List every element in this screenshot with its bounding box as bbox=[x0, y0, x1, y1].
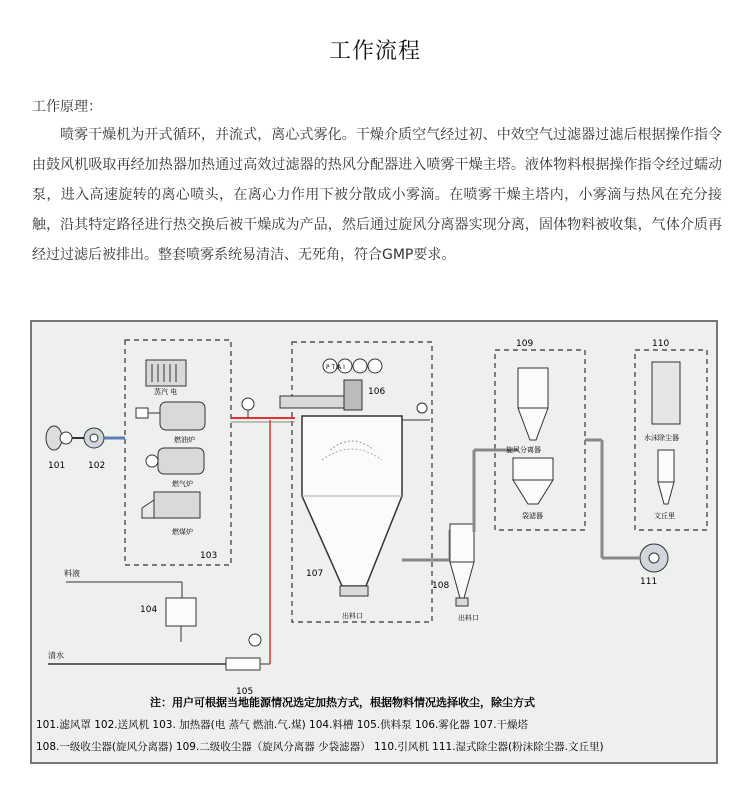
temp-gauge-icon bbox=[242, 398, 254, 410]
svg-text:清水: 清水 bbox=[48, 651, 64, 660]
atomizer-106 bbox=[344, 380, 362, 410]
air-distributor bbox=[280, 396, 350, 408]
principle-paragraph: 喷雾干燥机为开式循环，并流式，离心式雾化。干燥介质空气经过初、中效空气过滤器过滤后根据操作指令由鼓风机吸取再经加热器加热通过高效过滤器的热风分配器进入喷雾干燥主塔。液体物料根据操作指令经过蠕动泵，进入高速旋转的离心喷头，在离心力作用下被分散成小雾滴。在喷雾干燥主塔内，小雾滴与热风在充分接触，沿其特定路径进行热交换后被干燥成为产品，然后通过旋风分离器实现分离，固体物料被收集，气体介质再经过过滤后被排出。整套喷雾系统易清洁、无死角，符合GMP要求。 bbox=[32, 127, 722, 263]
svg-text:蒸汽 电: 蒸汽 电 bbox=[154, 388, 178, 396]
svg-text:102: 102 bbox=[88, 461, 106, 471]
svg-text:燃气炉: 燃气炉 bbox=[172, 480, 193, 488]
svg-text:109: 109 bbox=[516, 339, 534, 349]
svg-text:111: 111 bbox=[640, 577, 658, 587]
svg-text:袋滤器: 袋滤器 bbox=[522, 512, 543, 520]
page-title: 工作流程 bbox=[328, 39, 421, 64]
svg-text:出料口: 出料口 bbox=[458, 614, 479, 622]
svg-text:P T A I: P T A I bbox=[326, 364, 345, 371]
diagram-note: 注：用户可根据当地能源情况选定加热方式，根据物料情况选择收尘，除尘方式 bbox=[150, 696, 535, 709]
svg-text:燃煤炉: 燃煤炉 bbox=[172, 528, 193, 536]
svg-text:105: 105 bbox=[236, 687, 254, 697]
legend-line-2: 108.一级收尘器(旋风分离器) 109.二级收尘器（旋风分离器 少袋滤器） 110.引风机 111.湿式除尘器(粉沫除尘器.文丘里) bbox=[36, 741, 604, 753]
svg-text:料液: 料液 bbox=[64, 569, 80, 578]
pressure-gauge-icon bbox=[417, 403, 427, 413]
svg-text:燃油炉: 燃油炉 bbox=[174, 436, 195, 444]
induced-fan-110 bbox=[640, 544, 668, 572]
legend-line-1: 101.滤风罩 102.送风机 103. 加热器(电 蒸气 燃油.气.煤) 104.料槽 105.供料泵 106.雾化器 107.干燥塔 bbox=[36, 719, 529, 731]
svg-text:108: 108 bbox=[432, 581, 450, 591]
svg-text:出料口: 出料口 bbox=[342, 612, 363, 620]
blower-102 bbox=[84, 428, 104, 448]
feed-pump-105 bbox=[226, 658, 260, 670]
svg-text:文丘里: 文丘里 bbox=[654, 512, 675, 520]
svg-text:104: 104 bbox=[140, 605, 158, 615]
section-subheading: 工作原理： bbox=[32, 99, 102, 115]
svg-text:106: 106 bbox=[368, 387, 386, 397]
svg-text:110: 110 bbox=[652, 339, 670, 349]
process-flow-diagram bbox=[30, 320, 718, 764]
svg-text:107: 107 bbox=[306, 569, 324, 579]
svg-text:水沫除尘器: 水沫除尘器 bbox=[644, 434, 679, 442]
steam-electric-heater bbox=[146, 360, 186, 386]
svg-text:旋风分离器: 旋风分离器 bbox=[506, 446, 541, 454]
svg-text:103: 103 bbox=[200, 551, 218, 561]
svg-text:101: 101 bbox=[48, 461, 66, 471]
